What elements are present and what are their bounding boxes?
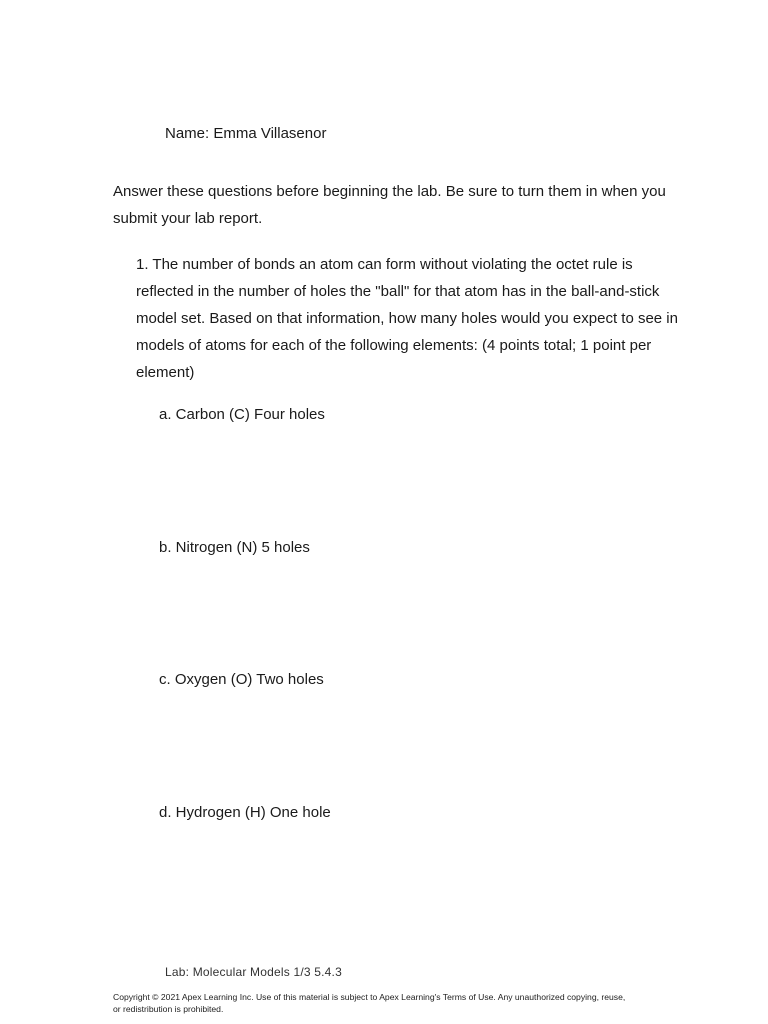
footer-lab-title: Lab: Molecular Models 1/3 5.4.3 — [165, 965, 342, 979]
instructions-paragraph: Answer these questions before beginning the lab. Be sure to turn them in when you submit your lab report. — [113, 183, 666, 227]
answer-oxygen: c. Oxygen (O) Two holes — [159, 671, 324, 688]
answer-carbon: a. Carbon (C) Four holes — [159, 406, 325, 423]
student-name: Name: Emma Villasenor — [165, 125, 327, 142]
copyright-notice: Copyright © 2021 Apex Learning Inc. Use of this material is subject to Apex Learning's Terms of Use. Any unauthorized copying, reuse, or redistribution is prohibited. — [113, 992, 626, 1014]
question-1: 1. The number of bonds an atom can form without violating the octet rule is reflected in the number of holes the "ball" for that atom has in the ball-and-stick model set. Based on that information, how many holes would you expect to see in models of atoms for each of the following elements: (4 points total; 1 point per element) — [136, 256, 678, 381]
answer-hydrogen: d. Hydrogen (H) One hole — [159, 804, 331, 821]
answer-nitrogen: b. Nitrogen (N) 5 holes — [159, 539, 310, 556]
